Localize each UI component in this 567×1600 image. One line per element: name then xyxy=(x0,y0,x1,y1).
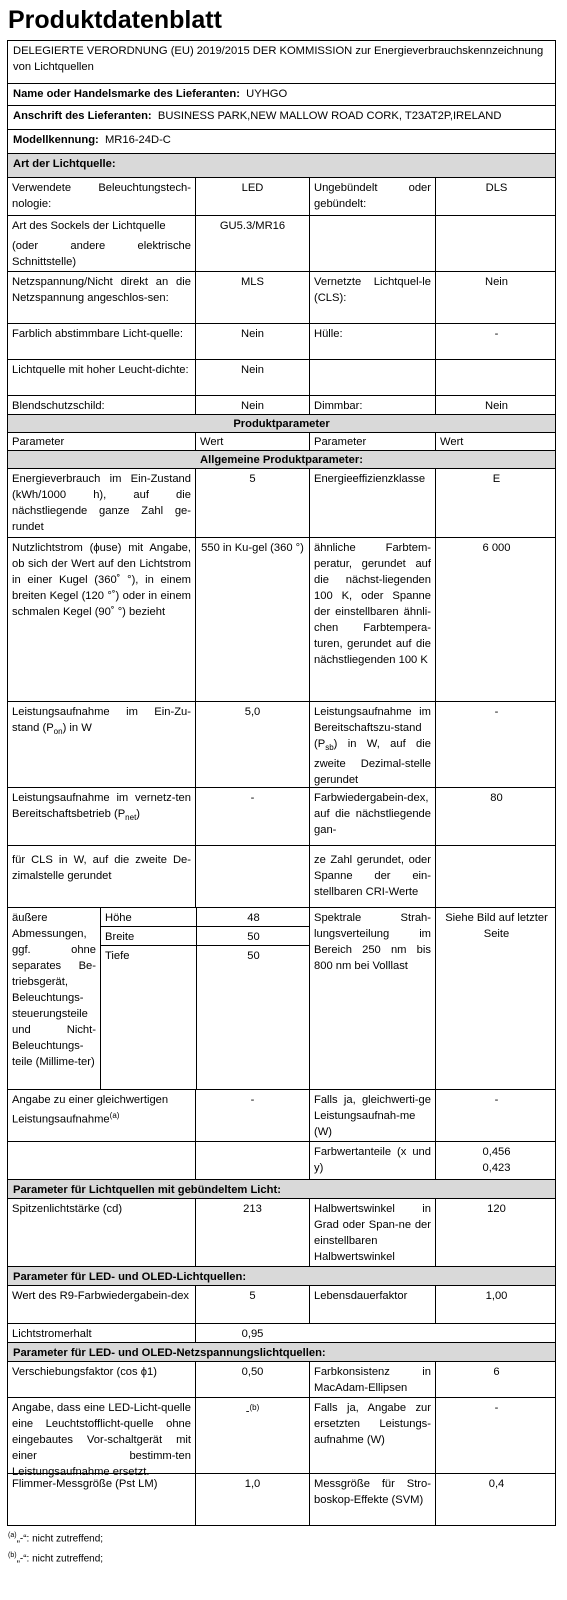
model-row xyxy=(7,130,556,154)
retrofit-value: -$^{(b)}$ xyxy=(195,1398,309,1473)
envelope-value: - xyxy=(435,324,557,359)
replaced-power-label: Falls ja, Angabe zur ersetzten Leistungs-aufnahme (W) xyxy=(309,1398,435,1473)
equivalent-power-label: Angabe zu einer gleichwertigen Leistungsaufnahme$^{(a)}$ xyxy=(12,1094,169,1126)
glare-shield-value: Nein xyxy=(195,396,309,414)
table-row xyxy=(7,1142,556,1180)
power-on-label: Leistungsaufnahme im Ein-Zu-stand $(P_{on})$ in W xyxy=(12,706,191,737)
table-row xyxy=(7,1362,556,1398)
directional-heading-row xyxy=(7,1180,556,1199)
replaced-power-value: - xyxy=(435,1398,557,1473)
product-parameters-heading-row xyxy=(7,415,556,433)
table-row xyxy=(7,846,556,908)
beam-angle-value: 120 xyxy=(435,1199,557,1266)
supplier-address-row xyxy=(7,106,556,130)
supplier-name-value: UYHGO xyxy=(246,88,288,100)
column-header-parameter-2: Parameter xyxy=(309,433,435,450)
retrofit-label: Angabe, dass eine LED-Licht-quelle eine Leuchtstofflicht-quelle ohne eingebautes Vor-schaltgerät mit einer bestimm-ten Leistungsaufnahme ersetzt. xyxy=(12,1402,191,1478)
chromaticity-label: Farbwertanteile (x und y) xyxy=(309,1142,435,1179)
lumen-maintenance-label: Lichtstromerhalt xyxy=(12,1328,92,1340)
useful-flux-value: 550 in Ku-gel (360 °) xyxy=(195,538,309,701)
high-luminance-value: Nein xyxy=(195,360,309,395)
cct-label: ähnliche Farbtem-peratur, gerundet auf die nächst-liegenden 100 K, oder Spanne der einstellbaren ähnli-chen Farbtempera-turen, gerundet auf die nächstliegenden 100 K xyxy=(309,538,435,701)
colour-consistency-value: 6 xyxy=(435,1362,557,1397)
survival-factor-label: Lebensdauerfaktor xyxy=(309,1286,435,1323)
light-source-type-heading-row xyxy=(7,154,556,178)
stroboscopic-label: Messgröße für Stro-boskop-Effekte (SVM) xyxy=(309,1474,435,1525)
networked-standby-label: Leistungsaufnahme im vernetz-ten Bereitschaftsbetrieb $(P_{net})$ xyxy=(12,792,191,823)
dimmable-value: Nein xyxy=(435,396,557,414)
directional-value: DLS xyxy=(435,178,557,215)
networked-standby-label-cont: für CLS in W, auf die zweite De-zimalstelle gerundet xyxy=(12,854,191,882)
led-mains-heading: Parameter für LED- und OLED-Netzspannungslichtquellen: xyxy=(13,1347,326,1359)
width-value: 50 xyxy=(196,927,310,945)
supplier-name-label: Name oder Handelsmarke des Lieferanten: xyxy=(13,88,240,100)
footnote-b: $^{(b)}$„-“: nicht zutreffend; xyxy=(8,1552,104,1565)
glare-shield-label: Blendschutzschild: xyxy=(12,400,105,412)
table-row xyxy=(7,324,556,360)
height-value: 48 xyxy=(196,908,310,926)
cap-type-sublabel: (oder andere elektrische Schnittstelle) xyxy=(12,240,191,268)
table-row xyxy=(7,396,556,415)
beam-angle-label: Halbwertswinkel in Grad oder Span-ne der einstellbaren Halbwertswinkel xyxy=(309,1199,435,1266)
depth-value: 50 xyxy=(196,946,310,1089)
cls-label: Vernetzte Lichtquel-le (CLS): xyxy=(309,272,435,323)
width-label: Breite xyxy=(105,931,135,943)
dimension-row xyxy=(101,926,309,945)
standby-power-label: Leistungsaufnahme im Bereitschaftszu-stand $(P_{sb})$ in W, auf die zweite Dezimal-stelle gerundet xyxy=(309,702,435,787)
dimension-row xyxy=(101,945,309,1089)
page-title: Produktdatenblatt xyxy=(8,6,222,34)
table-row xyxy=(7,216,556,272)
lumen-maintenance-value: 0,95 xyxy=(195,1324,309,1342)
table-row xyxy=(7,469,556,538)
equivalent-power-value: - xyxy=(195,1090,309,1141)
table-row xyxy=(7,1324,556,1343)
led-heading-row xyxy=(7,1267,556,1286)
table-row xyxy=(7,178,556,216)
led-heading: Parameter für LED- und OLED-Lichtquellen: xyxy=(13,1271,247,1283)
cap-type-value: GU5.3/MR16 xyxy=(195,216,309,271)
depth-label: Tiefe xyxy=(105,950,130,962)
stroboscopic-value: 0,4 xyxy=(435,1474,557,1525)
regulation-text: DELEGIERTE VERORDNUNG (EU) 2019/2015 DER KOMMISSION zur Energieverbrauchskennzeichnung von Lichtquellen xyxy=(13,45,544,73)
chromaticity-x: 0,456 xyxy=(482,1146,511,1158)
spectral-distribution-label: Spektrale Strah-lungsverteilung im Bereich 250 nm bis 800 nm bei Volllast xyxy=(309,908,435,1089)
peak-intensity-label: Spitzenlichtstärke (cd) xyxy=(12,1203,123,1215)
general-parameters-heading: Allgemeine Produktparameter: xyxy=(200,454,363,466)
mains-label: Netzspannung/Nicht direkt an die Netzspannung angeschlos-sen: xyxy=(12,276,191,304)
displacement-factor-value: 0,50 xyxy=(195,1362,309,1397)
height-label: Höhe xyxy=(105,912,132,924)
r9-label: Wert des R9-Farbwiedergabein-dex xyxy=(12,1290,190,1302)
power-on-value: 5,0 xyxy=(195,702,309,787)
high-luminance-label: Lichtquelle mit hoher Leucht-dichte: xyxy=(12,364,189,376)
table-row xyxy=(7,1199,556,1267)
cri-label: Farbwiedergabein-dex, auf die nächstliegende gan- xyxy=(309,788,435,845)
directional-label: Ungebündelt oder gebündelt: xyxy=(309,178,435,215)
cap-type-label: Art des Sockels der Lichtquelle xyxy=(12,220,166,232)
energy-consumption-value: 5 xyxy=(195,469,309,537)
column-header-value: Wert xyxy=(195,433,309,450)
supplier-address-label: Anschrift des Lieferanten: xyxy=(13,110,152,122)
column-header-value-2: Wert xyxy=(435,433,557,450)
dimmable-label: Dimmbar: xyxy=(309,396,435,414)
peak-intensity-value: 213 xyxy=(195,1199,309,1266)
table-row xyxy=(7,1398,556,1478)
useful-flux-label: Nutzlichtstrom (ϕuse) mit Angabe, ob sich der Wert auf den Lichtstrom in einer Kugel (360˚ °), in einem breiten Kegel (120 °˚) oder in einem schmalen Kegel (90˚ °) bezieht xyxy=(12,542,191,618)
displacement-factor-label: Verschiebungsfaktor (cos ϕ1) xyxy=(12,1366,157,1378)
table-row xyxy=(7,272,556,324)
led-mains-heading-row xyxy=(7,1343,556,1362)
flicker-value: 1,0 xyxy=(195,1474,309,1525)
technology-value: LED xyxy=(195,178,309,215)
table-row xyxy=(7,1474,556,1526)
cri-label-cont: ze Zahl gerundet, oder Spanne der ein-stellbaren CRI-Werte xyxy=(309,846,435,907)
product-parameters-heading: Produktparameter xyxy=(233,418,330,430)
networked-standby-value: - xyxy=(195,788,309,845)
spectral-distribution-value: Siehe Bild auf letzter Seite xyxy=(435,908,557,1089)
chromaticity-y: 0,423 xyxy=(482,1162,511,1174)
chromaticity-value xyxy=(435,1142,557,1179)
cri-value: 80 xyxy=(435,788,557,845)
model-value: MR16-24D-C xyxy=(104,134,171,146)
regulation-row xyxy=(7,40,556,84)
dimension-row xyxy=(101,908,309,926)
survival-factor-value: 1,00 xyxy=(435,1286,557,1323)
energy-class-value: E xyxy=(435,469,557,537)
model-label: Modellkennung: xyxy=(13,134,99,146)
table-row xyxy=(7,360,556,396)
colour-consistency-label: Farbkonsistenz in MacAdam-Ellipsen xyxy=(309,1362,435,1397)
directional-heading: Parameter für Lichtquellen mit gebündeltem Licht: xyxy=(13,1184,281,1196)
light-source-type-heading: Art der Lichtquelle: xyxy=(13,158,116,170)
table-row xyxy=(7,788,556,846)
supplier-address-value: BUSINESS PARK,NEW MALLOW ROAD CORK, T23AT2P,IRELAND xyxy=(157,110,502,122)
general-parameters-heading-row xyxy=(7,451,556,469)
table-row xyxy=(7,908,556,1090)
supplier-name-row xyxy=(7,84,556,106)
r9-value: 5 xyxy=(195,1286,309,1323)
table-row xyxy=(7,1090,556,1142)
mains-value: MLS xyxy=(195,272,309,323)
energy-class-label: Energieeffizienzklasse xyxy=(309,469,435,537)
dimensions-subtable xyxy=(100,908,309,1089)
equivalent-power-watts-label: Falls ja, gleichwerti-ge Leistungsaufnah-me (W) xyxy=(309,1090,435,1141)
envelope-label: Hülle: xyxy=(309,324,435,359)
technology-label: Verwendete Beleuchtungstech-nologie: xyxy=(12,182,191,210)
tunable-label: Farblich abstimmbare Licht-quelle: xyxy=(12,328,183,340)
column-header-parameter: Parameter xyxy=(12,436,65,448)
footnote-a: $^{(a)}$„-“: nicht zutreffend; xyxy=(8,1532,104,1545)
standby-power-value: - xyxy=(435,702,557,787)
dimensions-label: äußere Abmessungen, ggf. ohne separates Be-triebsgerät, Beleuchtungs-steuerungsteile und Nicht-Beleuchtungs-teile (Millime-ter) xyxy=(12,912,96,1068)
flicker-label: Flimmer-Messgröße (Pst LM) xyxy=(12,1478,158,1490)
tunable-value: Nein xyxy=(195,324,309,359)
table-row xyxy=(7,702,556,788)
energy-consumption-label: Energieverbrauch im Ein-Zustand (kWh/1000 h), auf die nächstliegende ganze Zahl ge-rundet xyxy=(12,473,191,533)
column-header-row xyxy=(7,433,556,451)
cct-value: 6 000 xyxy=(435,538,557,701)
table-row xyxy=(7,1286,556,1324)
table-row xyxy=(7,538,556,702)
equivalent-power-watts-value: - xyxy=(435,1090,557,1141)
cls-value: Nein xyxy=(435,272,557,323)
